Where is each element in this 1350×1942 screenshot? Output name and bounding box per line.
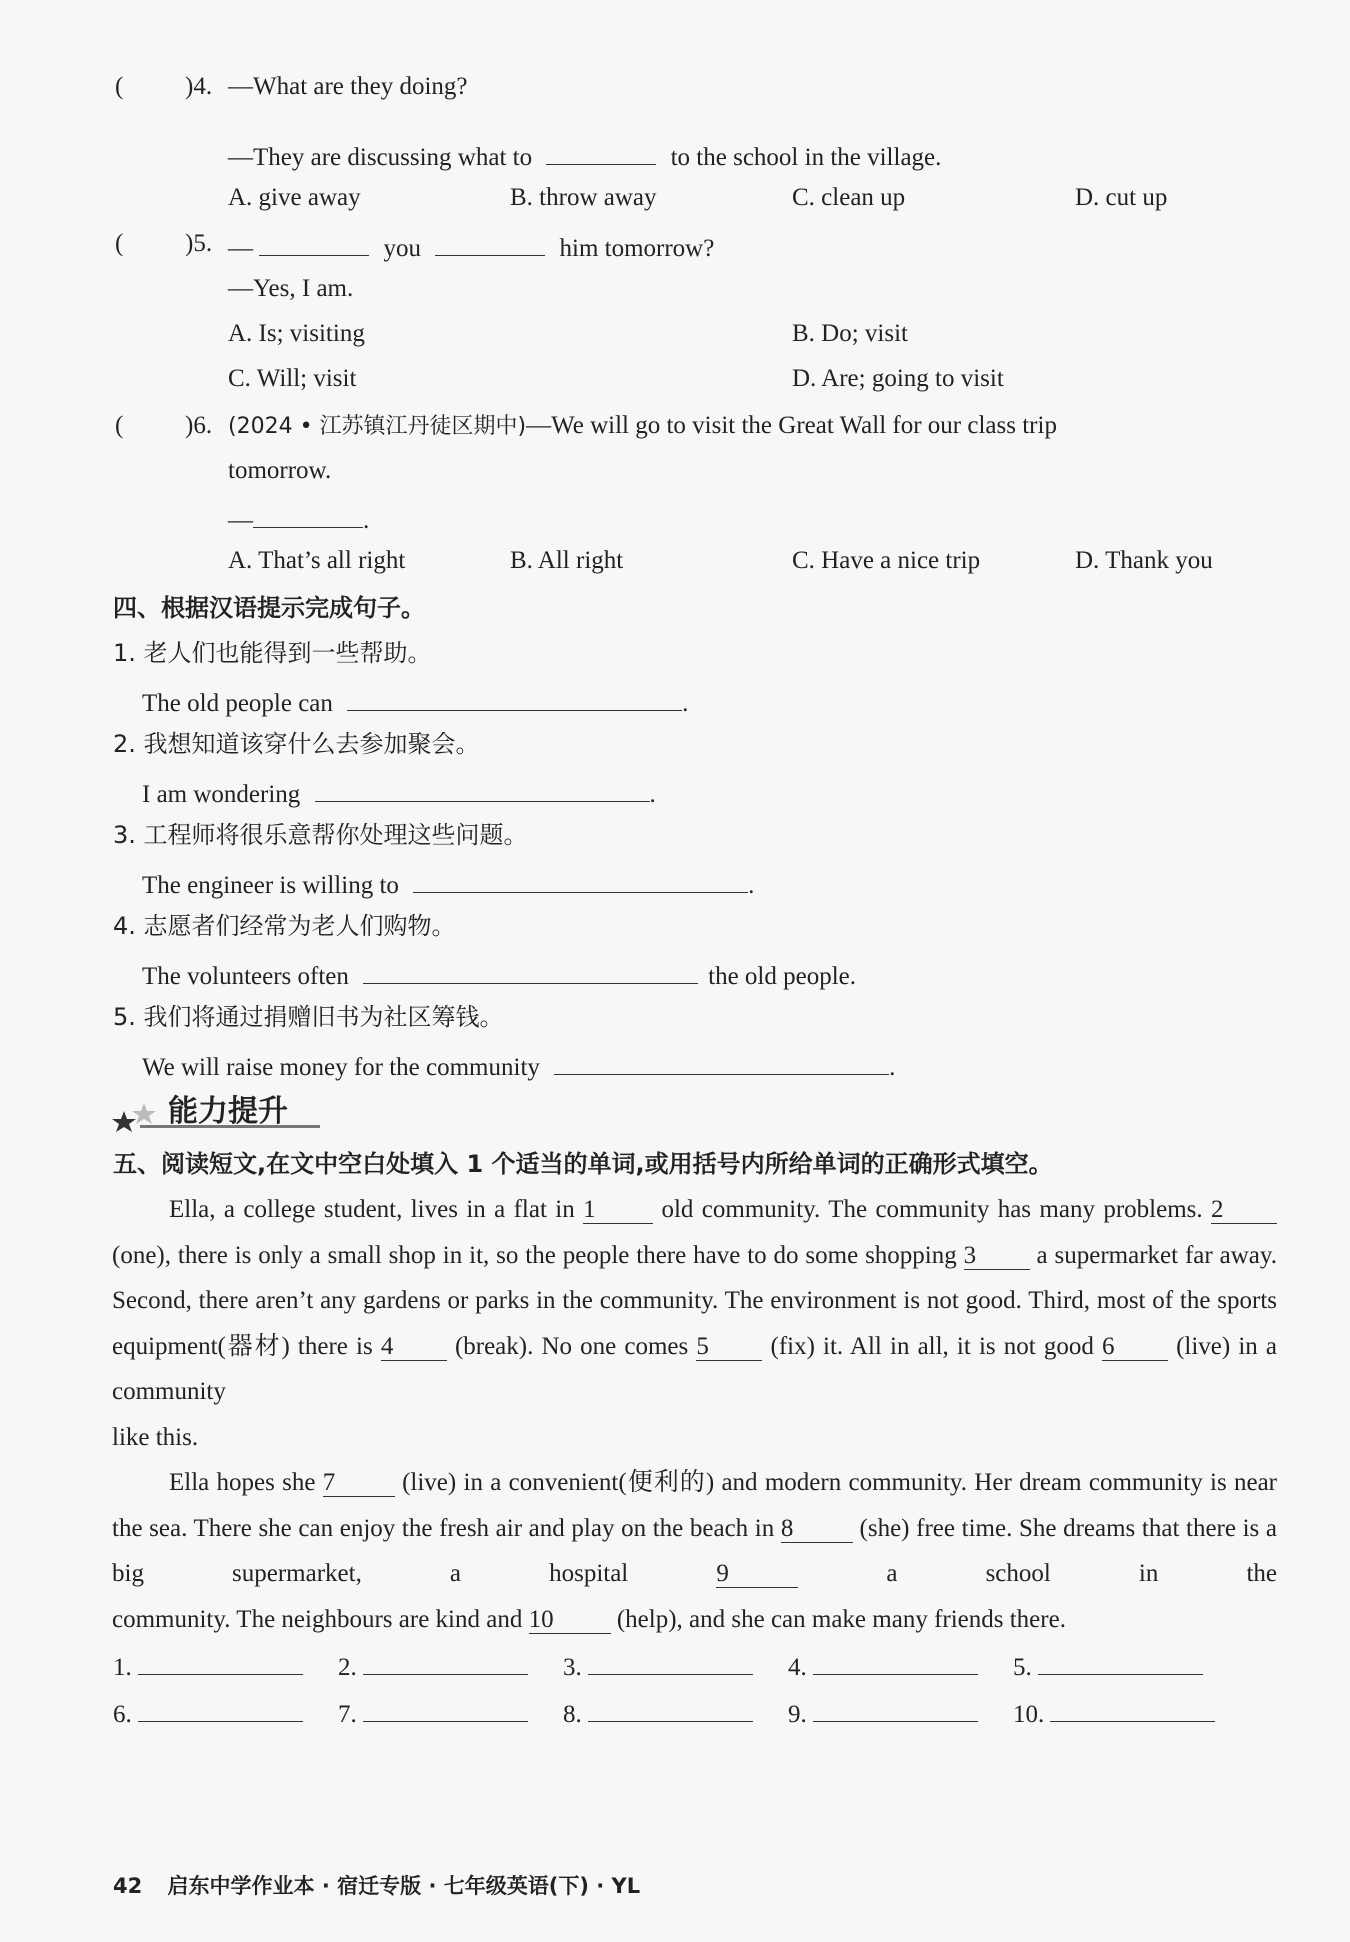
q6-number: )6. <box>185 412 213 439</box>
q5-you: you <box>383 235 421 262</box>
answer-4-line[interactable] <box>813 1648 978 1675</box>
q5-option-b: B. Do; visit <box>792 320 908 347</box>
q5-blank-2[interactable] <box>435 229 545 256</box>
s4-item5-cn: 5. 我们将通过捐赠旧书为社区筹钱。 <box>113 1003 504 1031</box>
blank-4: 4 <box>381 1334 447 1361</box>
q6-option-d: D. Thank you <box>1075 547 1213 574</box>
p2-text-f: a school in the <box>886 1560 1277 1587</box>
answer-3-line[interactable] <box>588 1648 753 1675</box>
p2-text-b: (live) in a convenient(便利的) and modern community. Her dream <box>402 1469 1082 1496</box>
blank-5: 5 <box>696 1334 762 1361</box>
p2-text-d: (she) <box>859 1514 910 1542</box>
q6-source: (2024 • 江苏镇江丹徒区期中) <box>228 414 527 439</box>
q5-option-a: A. Is; visiting <box>228 320 365 347</box>
q6-dash: — <box>228 507 253 534</box>
q5-option-c: C. Will; visit <box>228 365 357 392</box>
banner-title: 能力提升 <box>168 1094 288 1129</box>
q4-number: )4. <box>185 73 213 100</box>
s4-item3-blank[interactable] <box>413 866 748 893</box>
blank-1: 1 <box>583 1197 653 1224</box>
p1-text-b: old community. The community has many <box>661 1196 1095 1223</box>
q5-blank-1[interactable] <box>259 229 369 256</box>
page-number: 42 <box>113 1874 143 1898</box>
p1-text-j: (live) in a community <box>112 1332 1278 1405</box>
p1-text-i: (fix) it. All in all, it is not good <box>770 1332 1094 1360</box>
book-title: 启东中学作业本 · 宿迁专版 · 七年级英语(下) · YL <box>167 1874 641 1898</box>
blank-9: 9 <box>716 1561 798 1588</box>
s4-item2-cn: 2. 我想知道该穿什么去参加聚会。 <box>113 730 480 758</box>
q6-period: . <box>363 507 370 534</box>
s4-item2-prompt: I am wondering <box>142 781 301 808</box>
p2-text-e: free time. She dreams that there is a big supermarket, a hospital <box>112 1514 1278 1587</box>
page-footer <box>113 1870 640 1900</box>
answer-4-label: 4. <box>788 1654 807 1681</box>
s4-item5-blank[interactable] <box>554 1048 889 1075</box>
answer-1-label: 1. <box>113 1654 132 1681</box>
q4-stem: —What are they doing? <box>228 73 468 100</box>
section5-heading: 五、阅读短文,在文中空白处填入 1 个适当的单词,或用括号内所给单词的正确形式填空。 <box>113 1150 1053 1178</box>
q6-option-b: B. All right <box>510 547 624 574</box>
answer-6[interactable] <box>113 1695 303 1730</box>
section4-heading: 四、根据汉语提示完成句子。 <box>113 594 425 622</box>
p1-text-c: problems. <box>1103 1196 1203 1223</box>
answer-5-label: 5. <box>1013 1654 1032 1681</box>
answer-7-line[interactable] <box>363 1695 528 1722</box>
answer-1[interactable] <box>113 1648 303 1683</box>
p1-text-k: like this. <box>112 1424 199 1451</box>
p1-text-a: Ella, a college student, lives in a flat in <box>169 1196 575 1223</box>
answer-5-line[interactable] <box>1038 1648 1203 1675</box>
passage-para-1 <box>112 1187 1277 1415</box>
s4-item1-en <box>142 684 688 719</box>
p2-text-g: community. The neighbours are kind and <box>112 1606 523 1633</box>
answer-9-line[interactable] <box>813 1695 978 1722</box>
answer-3[interactable] <box>563 1648 753 1683</box>
blank-3: 3 <box>964 1243 1030 1270</box>
s4-item2-end: . <box>649 781 656 808</box>
p2-text-h: (help), and she can make many friends there. <box>616 1606 1066 1633</box>
p1-text-g: community. The environment is not good. Third, most of the sports equipment(器材) there is <box>112 1287 1278 1360</box>
answer-2-label: 2. <box>338 1654 357 1681</box>
s4-item3-cn: 3. 工程师将很乐意帮你处理这些问题。 <box>113 821 528 849</box>
p2-text-a: Ella hopes she <box>169 1469 316 1496</box>
answer-10-label: 10. <box>1013 1701 1045 1728</box>
s4-item4-en <box>142 957 856 992</box>
passage-para-2-end <box>112 1597 1277 1643</box>
q6-stem-2: tomorrow. <box>228 457 332 484</box>
q4-line2 <box>228 138 941 173</box>
q5-number: )5. <box>185 230 213 257</box>
answer-2[interactable] <box>338 1648 528 1683</box>
blank-10: 10 <box>529 1607 611 1634</box>
answer-8-label: 8. <box>563 1701 582 1728</box>
p1-text-f: a supermarket far away. Second, there aren’t any gardens or parks in the <box>112 1241 1277 1314</box>
q6-option-a: A. That’s all right <box>228 547 406 574</box>
answer-5[interactable] <box>1013 1648 1203 1683</box>
passage-para-2 <box>112 1460 1277 1597</box>
p1-text-e: shopping <box>865 1241 957 1269</box>
q4-blank[interactable] <box>546 138 656 165</box>
s4-item5-en <box>142 1048 895 1083</box>
answer-8[interactable] <box>563 1695 753 1730</box>
s4-item1-end: . <box>682 690 689 717</box>
q6-paren: ( <box>115 412 124 439</box>
q6-stem <box>228 411 1057 442</box>
p1-text-h: (break). No one comes <box>454 1332 689 1360</box>
q6-reply <box>228 501 369 536</box>
s4-item5-prompt: We will raise money for the community <box>142 1054 540 1081</box>
answer-1-line[interactable] <box>138 1648 303 1675</box>
s4-item4-prompt: The volunteers often <box>142 963 349 990</box>
answer-9-label: 9. <box>788 1701 807 1728</box>
q5-paren: ( <box>115 230 124 257</box>
blank-6: 6 <box>1102 1334 1168 1361</box>
q4-option-a: A. give away <box>228 184 361 211</box>
s4-item2-blank[interactable] <box>315 775 650 802</box>
s4-item1-prompt: The old people can <box>142 690 333 717</box>
q5-him: him tomorrow? <box>559 235 715 262</box>
q4-line2-b: to the school in the village. <box>670 144 942 171</box>
p1-text-d: (one), there is only a small shop in it, so the people there have to do some <box>112 1241 859 1269</box>
star-icon <box>110 1095 170 1135</box>
s4-item3-end: . <box>748 872 755 899</box>
s4-item3-prompt: The engineer is willing to <box>142 872 399 899</box>
s4-item5-end: . <box>889 1054 896 1081</box>
s4-item4-end: the old people. <box>708 963 857 990</box>
answer-6-label: 6. <box>113 1701 132 1728</box>
blank-2: 2 <box>1211 1197 1277 1224</box>
ability-banner <box>110 1095 320 1135</box>
q4-line2-a: —They are discussing what to <box>228 144 533 171</box>
blank-7: 7 <box>323 1470 395 1497</box>
answer-8-line[interactable] <box>588 1695 753 1722</box>
q5-option-d: D. Are; going to visit <box>792 365 1004 392</box>
passage-para-1-end <box>112 1415 1277 1461</box>
s4-item3-en <box>142 866 754 901</box>
s4-item4-blank[interactable] <box>363 957 698 984</box>
q4-paren: ( <box>115 73 124 100</box>
s4-item4-cn: 4. 志愿者们经常为老人们购物。 <box>113 912 456 940</box>
answer-2-line[interactable] <box>363 1648 528 1675</box>
answer-3-label: 3. <box>563 1654 582 1681</box>
s4-item2-en <box>142 775 656 810</box>
p2-text-c: community is near the sea. There she can enjoy the fresh air and play on the beach in <box>112 1469 1278 1542</box>
s4-item1-blank[interactable] <box>347 684 682 711</box>
q6-blank[interactable] <box>253 501 363 528</box>
answer-7-label: 7. <box>338 1701 357 1728</box>
q5-reply: —Yes, I am. <box>228 275 354 302</box>
answer-7[interactable] <box>338 1695 528 1730</box>
answer-10-line[interactable] <box>1050 1695 1215 1722</box>
q4-option-b: B. throw away <box>510 184 657 211</box>
answer-9[interactable] <box>788 1695 978 1730</box>
q4-option-c: C. clean up <box>792 184 906 211</box>
answer-6-line[interactable] <box>138 1695 303 1722</box>
q5-stem <box>228 229 714 264</box>
q6-option-c: C. Have a nice trip <box>792 547 981 574</box>
q5-dash: — <box>228 235 253 262</box>
answer-10[interactable] <box>1013 1695 1215 1730</box>
blank-8: 8 <box>781 1516 853 1543</box>
q6-stem-text: —We will go to visit the Great Wall for our class trip <box>526 412 1057 439</box>
q4-option-d: D. cut up <box>1075 184 1168 211</box>
s4-item1-cn: 1. 老人们也能得到一些帮助。 <box>113 639 432 667</box>
answer-4[interactable] <box>788 1648 978 1683</box>
